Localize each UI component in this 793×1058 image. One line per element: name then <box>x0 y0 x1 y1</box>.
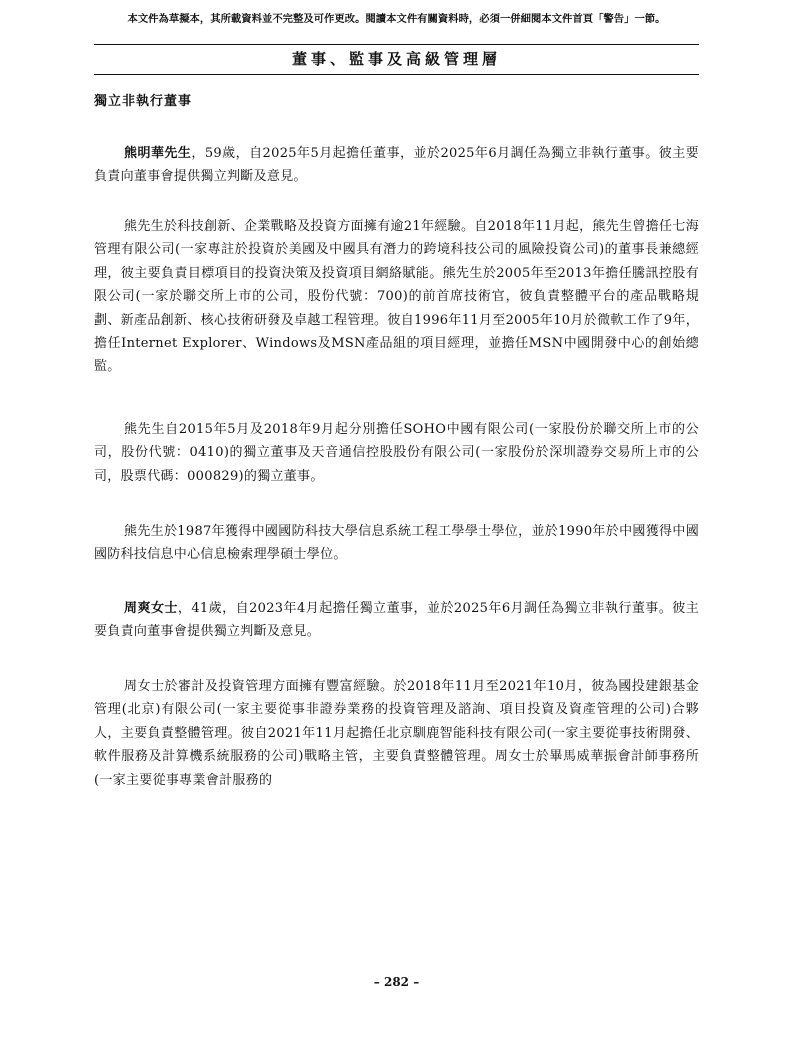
page-number: – 282 – <box>373 975 420 989</box>
draft-warning-banner: 本文件為草擬本，其所載資料並不完整及可作更改。閱讀本文件有關資料時，必須一併細閱本文件首頁「警告」一節。 <box>127 13 666 25</box>
bio-paragraph-xiong-experience: 熊先生於科技創新、企業戰略及投資方面擁有逾21年經驗。自2018年11月起，熊先生曾擔任七海管理有限公司(一家專註於投資於美國及中國具有潛力的跨境科技公司的風險投資公司)的董事長兼總經理，彼主要負責目標項目的投資決策及投資項目網絡賦能。熊先生於2005年至2013年擔任騰訊控股有限公司(一家於聯交所上市的公司，股份代號：700)的前首席技術官，彼負責整體平台的產品戰略規劃、新產品創新、核心技術研發及卓越工程管理。彼自1996年11月至2005年10月於微軟工作了9年，擔任Internet Explorer、Windows及MSN產品組的項目經理，並擔任MSN中國開發中心的創始總監。 <box>94 219 699 375</box>
header-bottom-rule <box>94 74 699 75</box>
director-name-xiong: 熊明華先生 <box>124 146 192 161</box>
bio-paragraph-xiong-education: 熊先生於1987年獲得中國國防科技大學信息系統工程工學學士學位，並於1990年於中國獲得中國國防科技信息中心信息檢索理學碩士學位。 <box>94 524 699 563</box>
bio-paragraph-xiong-intro <box>94 142 699 189</box>
section-title: 董事、監事及高級管理層 <box>291 50 501 68</box>
bio-paragraph-zhou-intro <box>94 597 699 644</box>
bio-paragraph-zhou-experience: 周女士於審計及投資管理方面擁有豐富經驗。於2018年11月至2021年10月，彼為國投建銀基金管理(北京)有限公司(一家主要從事非證券業務的投資管理及諮詢、項目投資及資產管理的公司)合夥人，主要負責整體管理。彼自2021年11月起擔任北京馴鹿智能科技有限公司(一家主要從事技術開發、軟件服務及計算機系統服務的公司)戰略主管，主要負責整體管理。周女士於畢馬威華振會計師事務所(一家主要從事專業會計服務的 <box>94 679 699 788</box>
bio-text: ，59歲，自2025年5月起擔任董事，並於2025年6月調任為獨立非執行董事。彼主要負責向董事會提供獨立判斷及意見。 <box>94 146 699 185</box>
bio-paragraph-xiong-directorships: 熊先生自2015年5月及2018年9月起分別擔任SOHO中國有限公司(一家股份於聯交所上市的公司，股份代號：0410)的獨立董事及天音通信控股股份有限公司(一家股份於深圳證券交易所上市的公司，股票代碼：000829)的獨立董事。 <box>94 422 699 484</box>
bio-text: ，41歲，自2023年4月起擔任獨立董事，並於2025年6月調任為獨立非執行董事。彼主要負責向董事會提供獨立判斷及意見。 <box>94 601 700 640</box>
header-top-rule <box>94 44 699 45</box>
subheading-independent-directors: 獨立非執行董事 <box>94 94 193 109</box>
director-name-zhou: 周爽女士 <box>124 601 178 616</box>
